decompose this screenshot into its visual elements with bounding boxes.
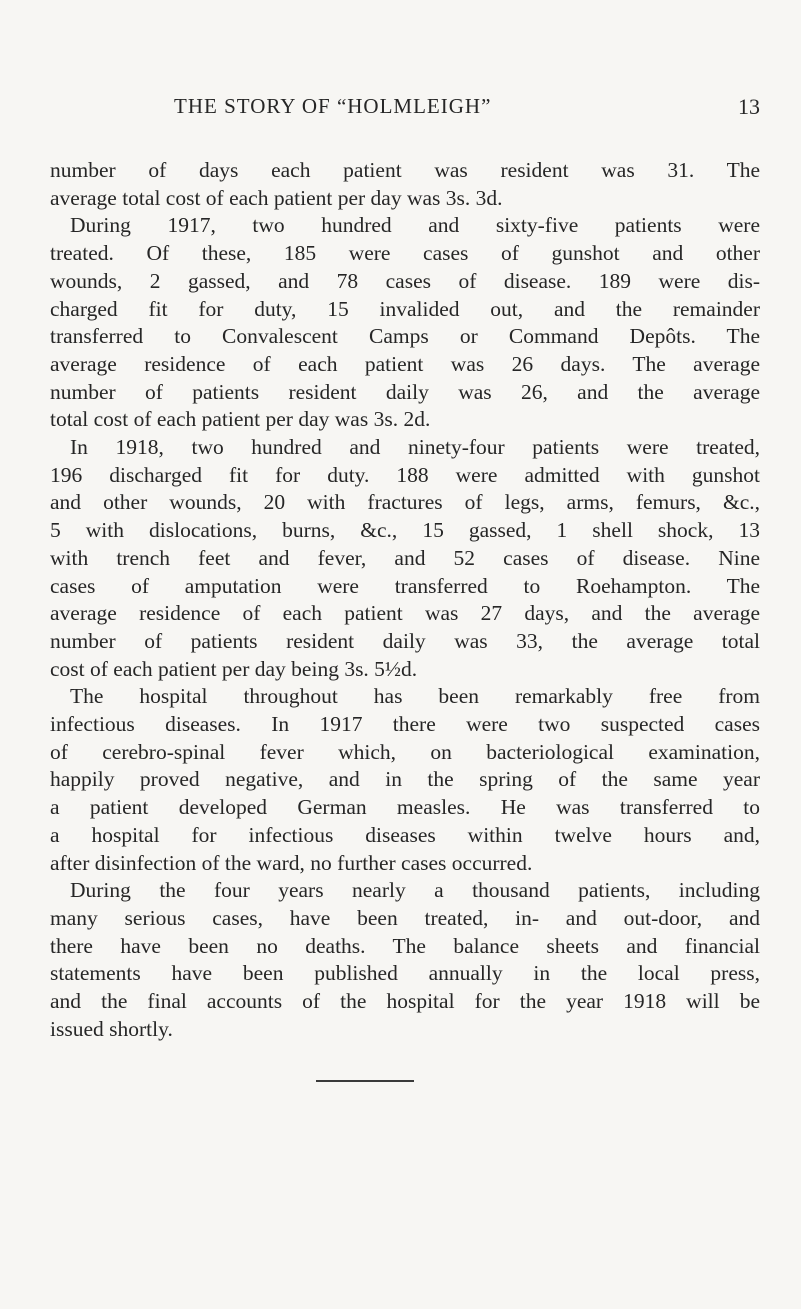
- text-line: issued shortly.: [50, 1016, 173, 1041]
- text-line: after disinfection of the ward, no further cases occurred.: [50, 850, 533, 875]
- text-line: average residence of each patient was 27 days, and the average: [50, 601, 760, 626]
- text-line: statements have been published annually in the local press,: [50, 961, 760, 986]
- text-line: number of patients resident daily was 26, and the average: [50, 379, 760, 404]
- text-line: and other wounds, 20 with fractures of legs, arms, femurs, &c.,: [50, 490, 760, 515]
- section-divider: [316, 1080, 414, 1082]
- text-line: During 1917, two hundred and sixty-five patients were: [70, 213, 760, 238]
- text-line: happily proved negative, and in the spring of the same year: [50, 767, 760, 792]
- page-number: 13: [738, 94, 760, 119]
- text-line: a hospital for infectious diseases within twelve hours and,: [50, 822, 760, 847]
- text-line: a patient developed German measles. He was transferred to: [50, 795, 760, 820]
- text-line: number of patients resident daily was 33, the average total: [50, 628, 760, 653]
- text-line: total cost of each patient per day was 3s. 2d.: [50, 407, 431, 432]
- text-line: many serious cases, have been treated, in- and out-door, and: [50, 905, 760, 930]
- text-line: charged fit for duty, 15 invalided out, and the remainder: [50, 296, 760, 321]
- page-header: [140, 94, 760, 134]
- text-line: cost of each patient per day being 3s. 5½d.: [50, 656, 418, 681]
- body-text: [50, 157, 760, 1044]
- text-line: cases of amputation were transferred to Roehampton. The: [50, 573, 760, 598]
- running-title: THE STORY OF “HOLMLEIGH”: [174, 94, 492, 118]
- text-line: number of days each patient was resident was 31. The: [50, 158, 760, 182]
- text-line: During the four years nearly a thousand patients, including: [70, 878, 760, 903]
- text-line: infectious diseases. In 1917 there were two suspected cases: [50, 712, 760, 737]
- text-line: average residence of each patient was 26 days. The average: [50, 351, 760, 376]
- text-line: The hospital throughout has been remarkably free from: [70, 684, 760, 709]
- text-line: treated. Of these, 185 were cases of gunshot and other: [50, 241, 760, 266]
- text-line: wounds, 2 gassed, and 78 cases of disease. 189 were dis-: [50, 268, 760, 293]
- text-line: there have been no deaths. The balance sheets and financial: [50, 933, 760, 958]
- text-line: 5 with dislocations, burns, &c., 15 gassed, 1 shell shock, 13: [50, 518, 760, 543]
- text-line: In 1918, two hundred and ninety-four patients were treated,: [70, 435, 760, 460]
- text-line: of cerebro-spinal fever which, on bacteriological examination,: [50, 739, 760, 764]
- text-line: transferred to Convalescent Camps or Command Depôts. The: [50, 324, 760, 349]
- text-line: 196 discharged fit for duty. 188 were admitted with gunshot: [50, 462, 760, 487]
- text-line: and the final accounts of the hospital for the year 1918 will be: [50, 989, 760, 1014]
- text-line: average total cost of each patient per day was 3s. 3d.: [50, 185, 503, 210]
- text-line: with trench feet and fever, and 52 cases of disease. Nine: [50, 545, 760, 570]
